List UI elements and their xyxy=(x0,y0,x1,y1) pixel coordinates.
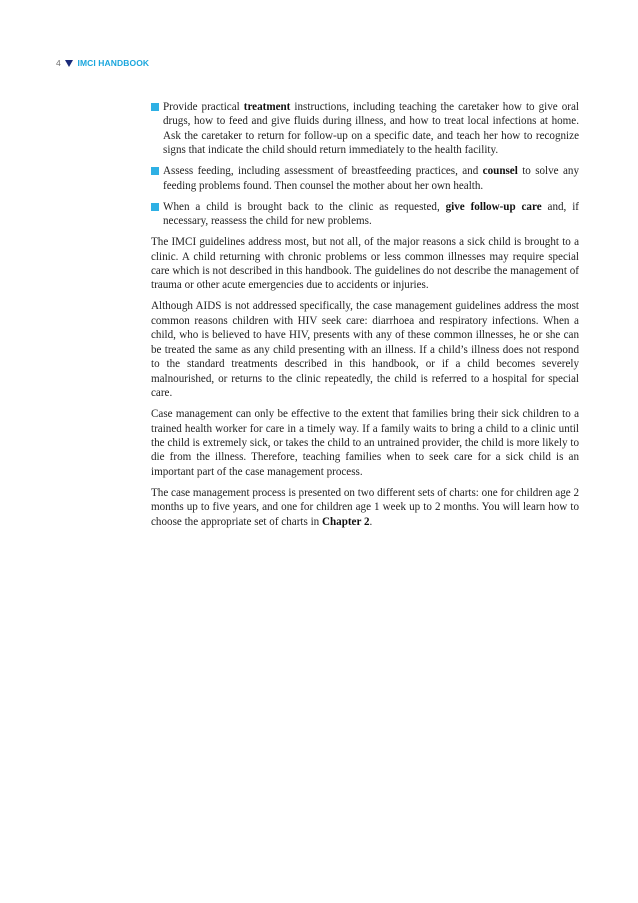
square-bullet-icon xyxy=(151,103,159,111)
paragraph-aids-hiv: Although AIDS is not addressed specifically, the case management guidelines address the most common reasons children with HIV seek care: diarrhoea and respiratory infections. When a child, who is believed to have HIV, presents with any of these common illnesses, he or she can be treated the same as any child presenting with an illness. If a child’s illness does not respond to the standard treatments described in this handbook, or if a child becomes severely malnourished, or returns to the clinic repeatedly, the child is referred to a hospital for special care. xyxy=(151,300,579,400)
bullet-item-feeding xyxy=(151,164,579,193)
bullet-text: to solve any feeding problems found. Then counsel the mother about her own health. xyxy=(163,165,580,192)
triangle-down-icon xyxy=(65,60,73,67)
body-content xyxy=(151,100,579,536)
paragraph-text: The case management process is presented on two different sets of charts: one for children age 2 months up to five years, and one for children age 1 week up to 2 months. You will learn how to choose the appropriate set of charts in xyxy=(151,486,579,528)
bullet-bold-text: treatment xyxy=(243,101,291,113)
bullet-text: instructions, including teaching the caretaker how to give oral drugs, how to feed and give fluids during illness, and how to treat local infections at home. Ask the caretaker to return for follow-up on a specific date, and teach her how to recognize signs that indicate the child should return immediately to the health facility. xyxy=(163,101,579,157)
square-bullet-icon xyxy=(151,203,159,211)
paragraph-chart-sets xyxy=(151,486,579,529)
bullet-bold-text: give follow-up care xyxy=(445,200,542,213)
bullet-text: When a child is brought back to the clinic as requested, xyxy=(163,200,446,213)
bullet-text: and, if necessary, reassess the child for new problems. xyxy=(163,200,579,228)
bullet-text: Assess feeding, including assessment of breastfeeding practices, and xyxy=(163,165,483,178)
bullet-text: Provide practical xyxy=(163,101,244,113)
bullet-list xyxy=(151,100,579,229)
running-head xyxy=(56,58,149,69)
page-number: 4 xyxy=(56,58,61,68)
bullet-bold-text: counsel xyxy=(482,165,518,178)
paragraph-text: . xyxy=(369,515,373,528)
paragraph-case-management-effectiveness: Case management can only be effective to the extent that families bring their sick children to a trained health worker for care in a timely way. If a family waits to bring a child to a clinic until the child is extremely sick, or takes the child to an untrained provider, the child is more likely to die from the illness. Therefore, teaching families when to seek care for a sick child is an important part of the case management process. xyxy=(151,408,579,478)
square-bullet-icon xyxy=(151,167,159,175)
handbook-title: IMCI HANDBOOK xyxy=(77,58,150,68)
bullet-item-treatment xyxy=(151,100,579,158)
bullet-item-follow-up xyxy=(151,200,579,229)
chapter-reference: Chapter 2 xyxy=(321,515,370,528)
paragraph-guidelines-scope: The IMCI guidelines address most, but not all, of the major reasons a sick child is brought to a clinic. A child returning with chronic problems or less common illnesses may require special care which is not described in this handbook. The guidelines do not describe the management of trauma or other acute emergencies due to accidents or injuries. xyxy=(151,236,579,292)
